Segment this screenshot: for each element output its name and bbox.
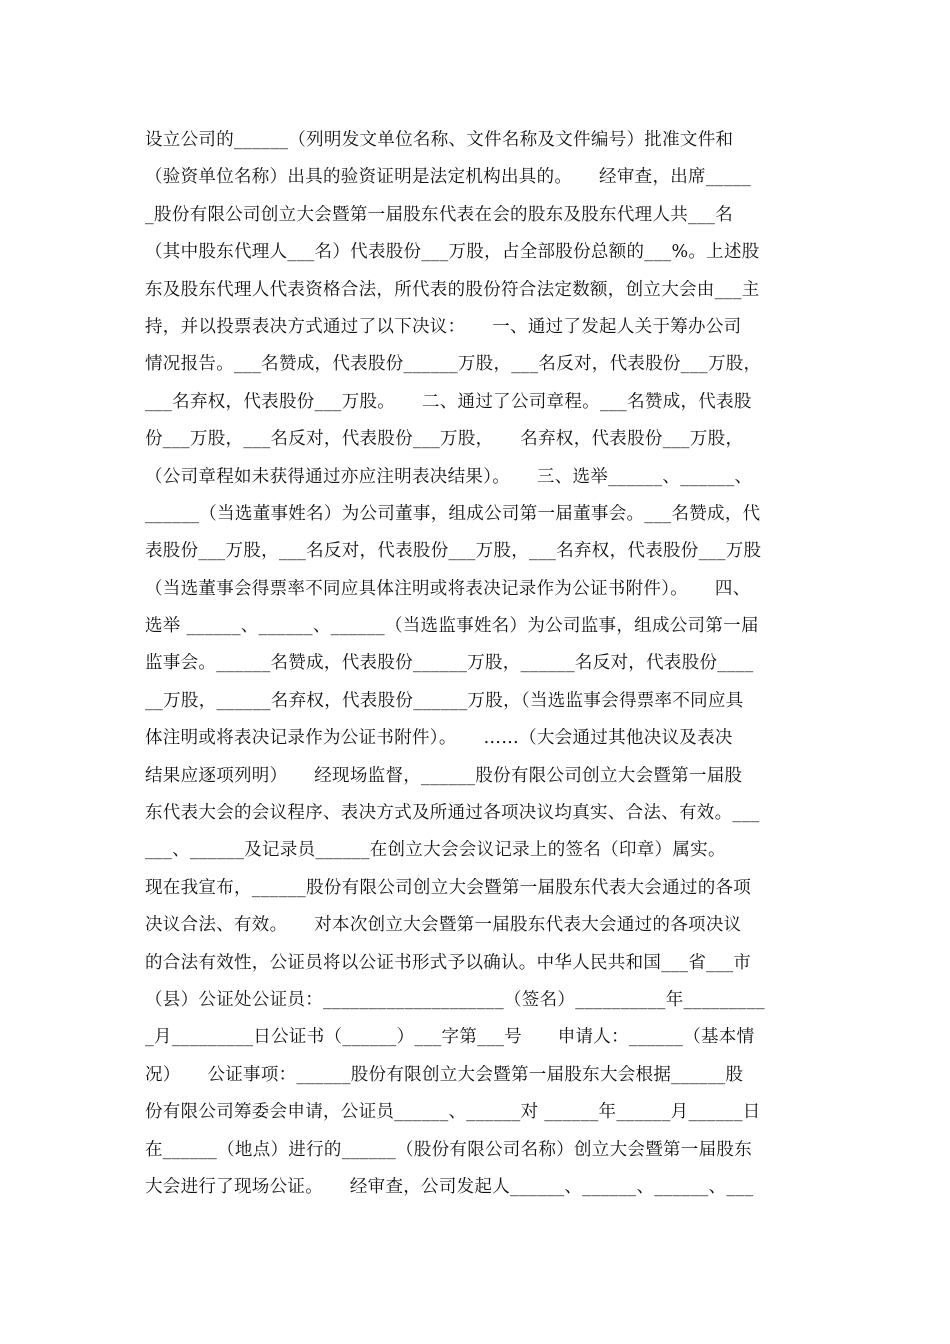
text-line: （当选董事会得票率不同应具体注明或将表决记录作为公证书附件）。 四、 [145,578,751,599]
text-line: 大会进行了现场公证。 经审查，公司发起人______、______、______、___ [145,1176,754,1197]
text-line: __万股，______名弃权，代表股份______万股，（当选监事会得票率不同应具 [145,690,744,711]
text-line: 持，并以投票表决方式通过了以下决议： 一、通过了发起人关于筹办公司 [145,316,742,337]
text-line: （公司章程如未获得通过亦应注明表决结果）。 三、选举______、______、 [145,466,753,487]
text-line: 决议合法、有效。 对本次创立大会暨第一届股东代表大会通过的各项决议 [145,915,742,936]
text-line: 份___万股，___名反对，代表股份___万股， 名弃权，代表股份___万股， [145,429,744,450]
text-line: 情况报告。___名赞成，代表股份______万股，___名反对，代表股份___万股， [145,354,762,375]
text-line: _股份有限公司创立大会暨第一届股东代表在会的股东及股东代理人共___名 [145,204,733,225]
text-line: 东及股东代理人代表资格合法，所代表的股份符合法定数额，创立大会由___主 [145,279,760,300]
text-line: 在______（地点）进行的______（股份有限公司名称）创立大会暨第一届股东 [145,1139,752,1160]
text-line: （其中股东代理人___名）代表股份___万股，占全部股份总额的___%。上述股 [145,242,760,263]
text-line: 份有限公司筹委会申请，公证员______、______对 ______年______月______日 [145,1102,761,1123]
text-line: 选举 ______、______、______（当选监事姓名）为公司监事，组成公司第一届 [145,616,759,637]
text-line: 表股份___万股，___名反对，代表股份___万股，___名弃权，代表股份___万股 [145,541,762,562]
text-line: 体注明或将表决记录作为公证书附件）。 ……（大会通过其他决议及表决 [145,728,733,749]
text-line: 结果应逐项列明） 经现场监督，______股份有限公司创立大会暨第一届股 [145,765,743,786]
text-line: 东代表大会的会议程序、表决方式及所通过各项决议均真实、合法、有效。___ [145,803,760,824]
text-line: （县）公证处公证员：____________________（签名）__________年_________ [145,989,765,1010]
document-body [145,122,805,1206]
text-line: 的合法有效性，公证员将以公证书形式予以确认。中华人民共和国___省___市 [145,952,752,973]
text-line: 设立公司的______（列明发文单位名称、文件名称及文件编号）批准文件和 [145,130,734,150]
text-line: 况） 公证事项：______股份有限创立大会暨第一届股东大会根据______股 [145,1064,744,1085]
text-line: 监事会。______名赞成，代表股份______万股，______名反对，代表股份____ [145,653,754,674]
text-line: _月_________日公证书（______）___字第___号 申请人：______（基本情 [145,1027,755,1048]
text-line: ______（当选董事姓名）为公司董事，组成公司第一届董事会。___名赞成，代 [145,503,761,524]
text-line: ___、______及记录员______在创立大会会议记录上的签名（印章）属实。 [145,840,726,861]
text-line: ___名弃权，代表股份___万股。 二、通过了公司章程。___名赞成，代表股 [145,391,752,412]
text-line: （验资单位名称）出具的验资证明是法定机构出具的。 经审查，出席_____ [145,167,752,188]
text-line: 现在我宣布，______股份有限公司创立大会暨第一届股东代表大会通过的各项 [145,877,752,898]
